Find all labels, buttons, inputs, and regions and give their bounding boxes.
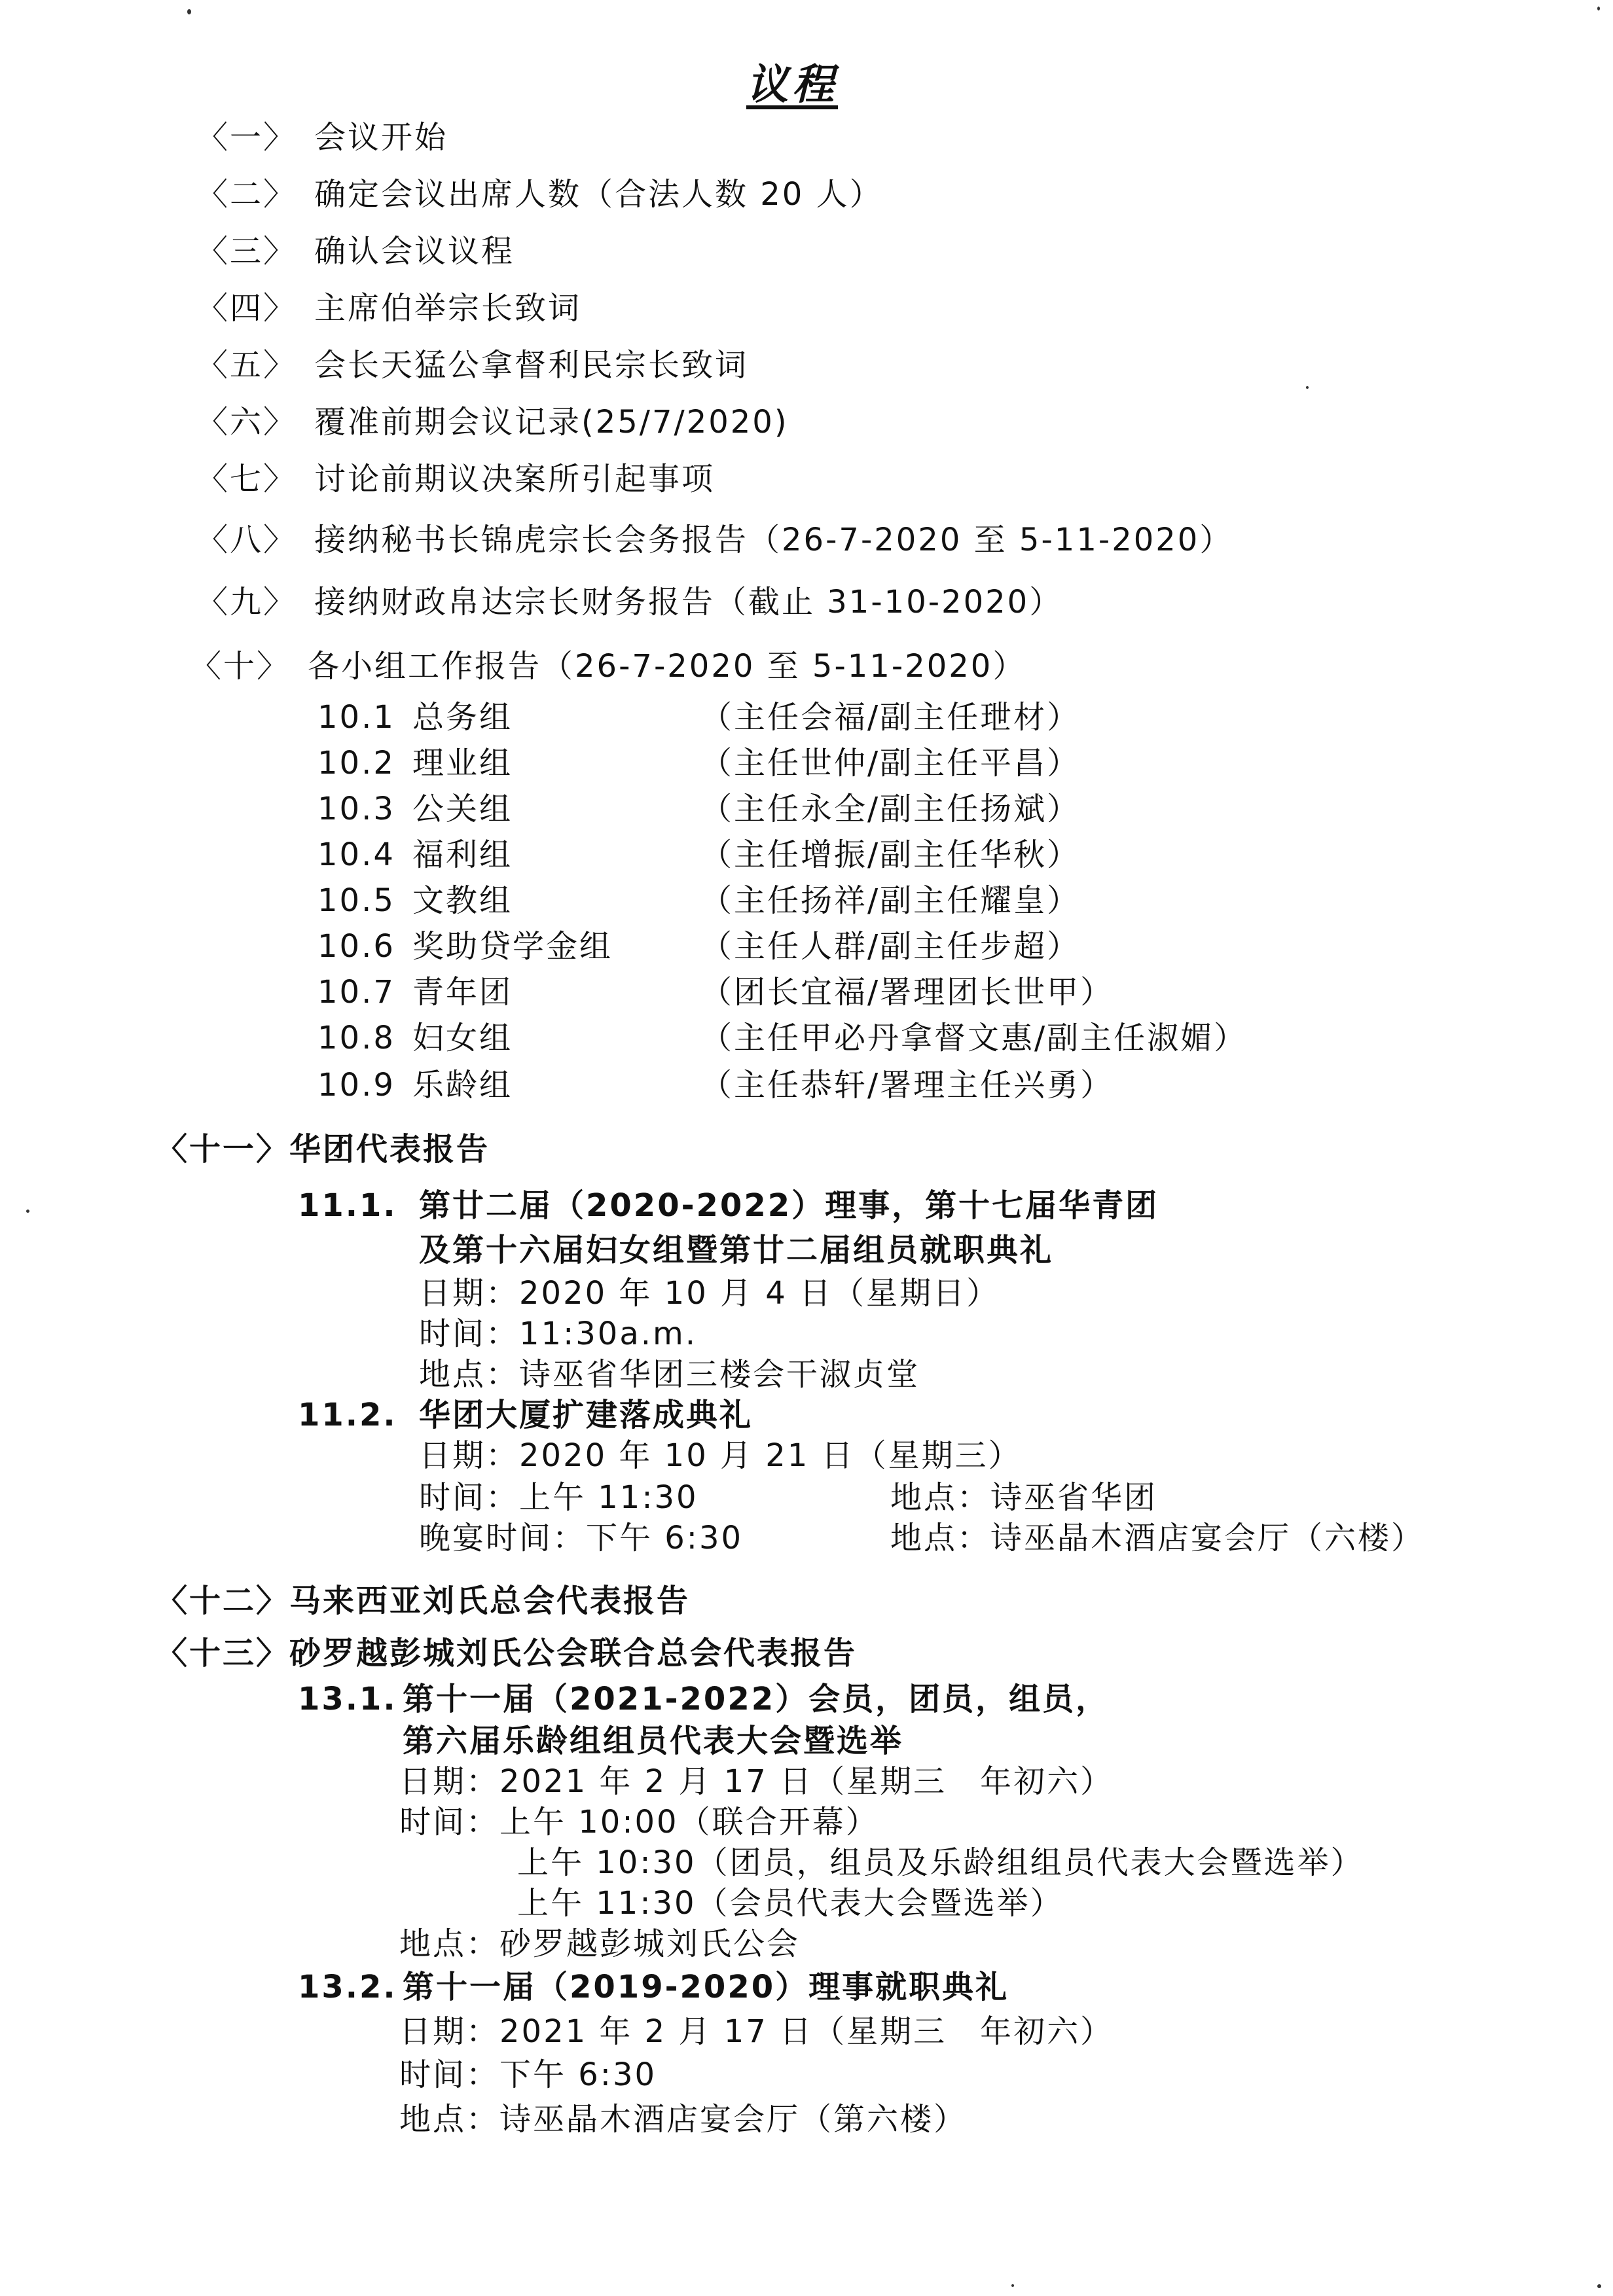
event-place: 地点：诗巫省华团三楼会干淑贞堂	[419, 1356, 920, 1393]
item-text: 接纳财政帛达宗长财务报告（截止 31-10-2020）	[314, 584, 1063, 620]
group-name: 总务组	[412, 699, 513, 736]
event-date: 日期：2020 年 10 月 4 日（星期日）	[419, 1275, 1000, 1312]
item-number: 〈六〉	[196, 404, 297, 440]
subsection-title-line1: 第廿二届（2020-2022）理事，第十七届华青团	[419, 1187, 1159, 1224]
group-row	[317, 698, 1080, 737]
agenda-item	[190, 647, 1026, 686]
group-leaders: （主任甲必丹拿督文惠/副主任淑媚）	[700, 1020, 1248, 1056]
subsection-title	[298, 1186, 1159, 1225]
item-text: 覆准前期会议记录(25/7/2020)	[314, 404, 789, 440]
group-number: 10.7	[317, 974, 395, 1011]
item-text: 各小组工作报告（26-7-2020 至 5-11-2020）	[308, 648, 1026, 685]
scan-speck	[1597, 2284, 1601, 2288]
event-date: 日期：2020 年 10 月 21 日（星期三）	[419, 1437, 1022, 1474]
group-name: 文教组	[412, 882, 513, 919]
group-leaders: （主任会福/副主任玴材）	[700, 699, 1081, 736]
subsection-title	[298, 1679, 1109, 1719]
group-name: 青年团	[412, 974, 513, 1011]
page-title: 议程	[746, 61, 838, 109]
group-name: 妇女组	[412, 1020, 513, 1056]
agenda-item	[196, 583, 1062, 622]
group-number: 10.4	[317, 836, 395, 873]
item-text: 会长天猛公拿督利民宗长致词	[314, 347, 749, 384]
group-number: 10.5	[317, 882, 395, 919]
event-time: 上午 11:30（会员代表大会暨选举）	[517, 1885, 1064, 1922]
agenda-item	[196, 118, 448, 157]
subsection-title-text: 第十一届（2019-2020）理事就职典礼	[403, 1969, 1009, 2005]
group-leaders: （主任永全/副主任扬斌）	[700, 791, 1081, 827]
group-number: 10.8	[317, 1020, 395, 1056]
group-row	[317, 973, 1114, 1012]
item-text: 会议开始	[314, 119, 448, 156]
item-number: 〈十〉	[190, 648, 291, 685]
item-text: 确认会议议程	[314, 233, 515, 270]
scan-speck	[1597, 7, 1600, 10]
subsection-number: 13.2.	[298, 1969, 397, 2005]
dinner-place: 地点：诗巫晶木酒店宴会厅（六楼）	[890, 1520, 1425, 1556]
subsection-number: 13.1.	[298, 1681, 397, 1717]
item-text: 主席伯举宗长致词	[314, 290, 582, 327]
group-leaders: （主任恭轩/署理主任兴勇）	[700, 1067, 1114, 1103]
group-leaders: （团长宜福/署理团长世甲）	[700, 974, 1114, 1011]
subsection-number: 11.2.	[298, 1397, 397, 1433]
item-number: 〈七〉	[196, 461, 297, 497]
scan-speck	[26, 1210, 29, 1213]
section-heading: 〈十二〉马来西亚刘氏总会代表报告	[156, 1583, 691, 1619]
section-heading: 〈十三〉砂罗越彭城刘氏公会联合总会代表报告	[156, 1635, 858, 1672]
group-row	[317, 835, 1080, 874]
event-place: 地点：砂罗越彭城刘氏公会	[399, 1926, 801, 1962]
group-row	[317, 744, 1080, 783]
item-number: 〈五〉	[196, 347, 297, 384]
event-date: 日期：2021 年 2 月 17 日（星期三 年初六）	[399, 1763, 1114, 1800]
subsection-title-line1: 第十一届（2021-2022）会员，团员，组员，	[403, 1681, 1110, 1717]
agenda-item	[196, 175, 883, 214]
group-leaders: （主任世仲/副主任平昌）	[700, 745, 1081, 781]
subsection-title-line2: 第六届乐龄组组员代表大会暨选举	[403, 1723, 904, 1759]
scan-speck	[1011, 2284, 1014, 2287]
group-row	[317, 789, 1080, 829]
subsection-title-text: 华团大厦扩建落成典礼	[419, 1397, 753, 1433]
group-name: 福利组	[412, 836, 513, 873]
group-number: 10.3	[317, 791, 395, 827]
group-leaders: （主任人群/副主任步超）	[700, 928, 1081, 965]
agenda-item	[196, 289, 581, 328]
event-time: 时间：上午 10:00（联合开幕）	[399, 1804, 879, 1840]
group-name: 理业组	[412, 745, 513, 781]
group-name: 公关组	[412, 791, 513, 827]
group-leaders: （主任增振/副主任华秋）	[700, 836, 1081, 873]
item-text: 确定会议出席人数（合法人数 20 人）	[314, 176, 883, 213]
item-number: 〈三〉	[196, 233, 297, 270]
scan-speck	[187, 9, 191, 14]
item-number: 〈四〉	[196, 290, 297, 327]
group-row	[317, 1018, 1247, 1058]
group-row	[317, 881, 1080, 920]
agenda-item	[196, 459, 715, 499]
group-row	[317, 927, 1080, 966]
item-number: 〈一〉	[196, 119, 297, 156]
group-name: 奖助贷学金组	[412, 928, 613, 965]
agenda-item	[196, 403, 789, 442]
item-text: 接纳秘书长锦虎宗长会务报告（26-7-2020 至 5-11-2020）	[314, 522, 1233, 558]
event-time: 上午 10:30（团员，组员及乐龄组组员代表大会暨选举）	[517, 1844, 1364, 1881]
subsection-title	[298, 1395, 753, 1435]
group-row	[317, 1066, 1114, 1105]
group-name: 乐龄组	[412, 1067, 513, 1103]
subsection-title	[298, 1967, 1009, 2007]
section-heading: 〈十一〉华团代表报告	[156, 1131, 490, 1168]
group-number: 10.9	[317, 1067, 395, 1103]
event-time: 时间：下午 6:30	[399, 2056, 657, 2093]
group-number: 10.1	[317, 699, 395, 736]
subsection-number: 11.1.	[298, 1187, 397, 1224]
item-number: 〈八〉	[196, 522, 297, 558]
agenda-item	[196, 346, 748, 385]
item-number: 〈九〉	[196, 584, 297, 620]
group-number: 10.6	[317, 928, 395, 965]
group-leaders: （主任扬祥/副主任耀皇）	[700, 882, 1081, 919]
event-time: 时间：上午 11:30	[419, 1479, 698, 1516]
subsection-title-line2: 及第十六届妇女组暨第廿二届组员就职典礼	[419, 1232, 1054, 1268]
event-time: 时间：11:30a.m.	[419, 1316, 698, 1352]
group-number: 10.2	[317, 745, 395, 781]
item-text: 讨论前期议决案所引起事项	[314, 461, 716, 497]
item-number: 〈二〉	[196, 176, 297, 213]
agenda-item	[196, 520, 1233, 560]
dinner-time: 晚宴时间：下午 6:30	[419, 1520, 744, 1556]
scan-speck	[1306, 386, 1309, 389]
event-place: 地点：诗巫晶木酒店宴会厅（第六楼）	[399, 2101, 968, 2138]
event-date: 日期：2021 年 2 月 17 日（星期三 年初六）	[399, 2013, 1114, 2050]
agenda-item	[196, 232, 515, 271]
event-place: 地点：诗巫省华团	[890, 1479, 1158, 1516]
